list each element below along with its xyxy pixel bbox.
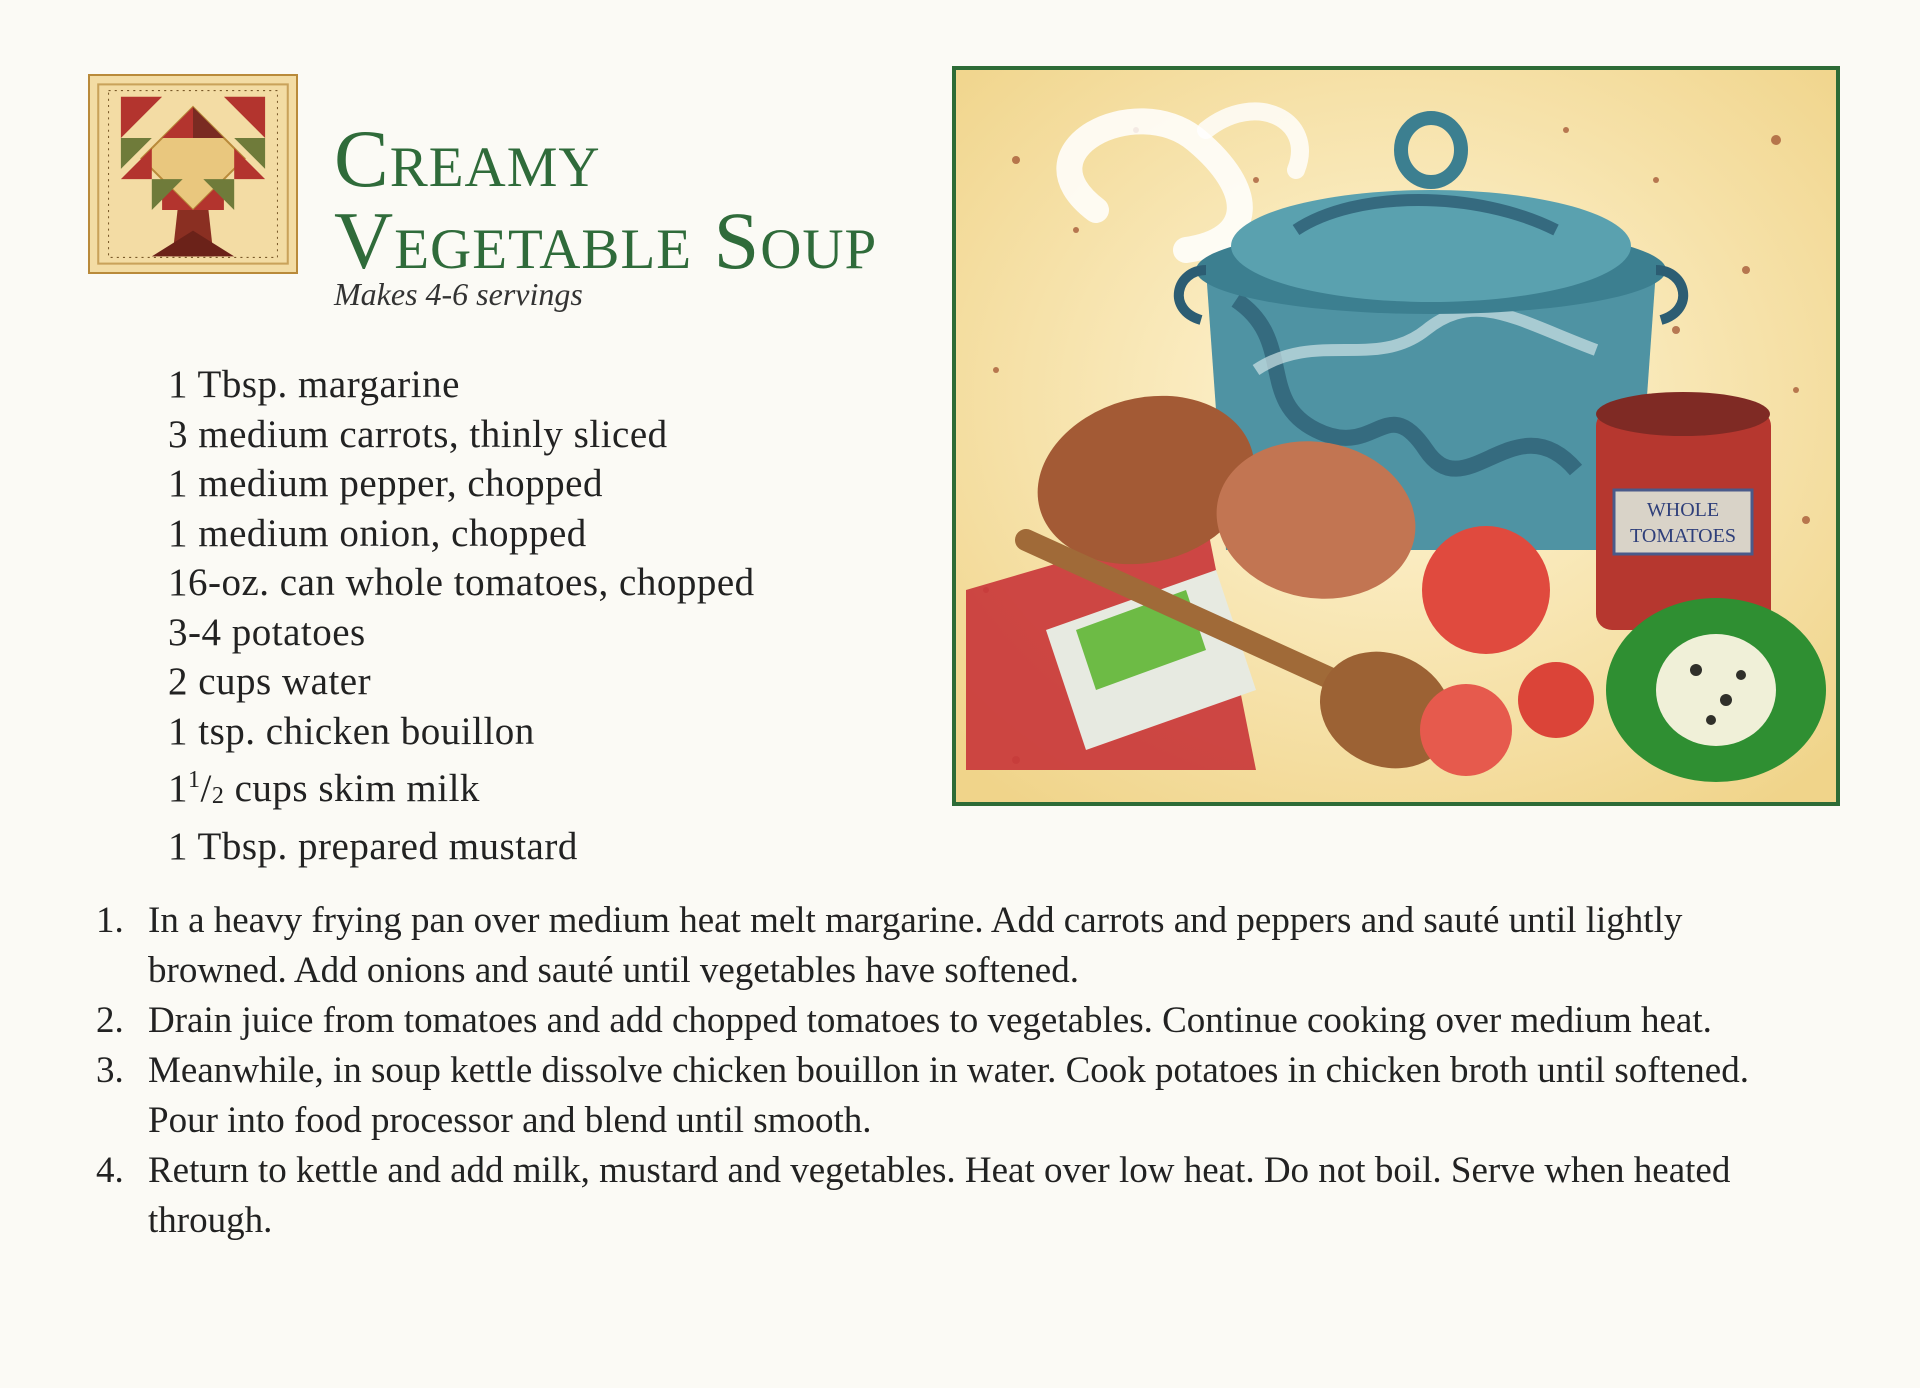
ingredient-item: 1 tsp. chicken bouillon (168, 709, 535, 753)
step-number: 1. (96, 900, 124, 941)
step-number: 2. (96, 1000, 124, 1041)
direction-list (96, 896, 1816, 1246)
step-text: In a heavy frying pan over medium heat melt margarine. Add carrots and peppers and sauté until lightly browned. Add onions and sauté until vegetables have softened. (148, 900, 1683, 991)
step-text: Drain juice from tomatoes and add chopped tomatoes to vegetables. Continue cooking over medium heat. (148, 1000, 1712, 1041)
milk-numerator: 1 (188, 767, 201, 793)
step-number: 3. (96, 1050, 124, 1091)
servings-text: Makes 4-6 servings (334, 276, 583, 312)
ingredient-item: 1 Tbsp. margarine (168, 363, 460, 406)
step-number: 4. (96, 1150, 124, 1191)
title-line-2: Vegetable Soup (334, 195, 878, 286)
ingredient-item: 3-4 potatoes (168, 610, 366, 654)
step-text: Return to kettle and add milk, mustard and vegetables. Heat over low heat. Do not boil. Serve when heated through. (148, 1150, 1731, 1241)
milk-denominator: 2 (211, 783, 225, 809)
direction-step (96, 896, 1816, 996)
direction-step (96, 1046, 1816, 1146)
ingredient-item: 2 cups water (168, 660, 372, 703)
milk-rest: cups skim milk (224, 767, 480, 810)
step-text: Meanwhile, in soup kettle dissolve chicken bouillon in water. Cook potatoes in chicken broth until softened. Pour into food processor and blend until smooth. (148, 1050, 1749, 1141)
title-line-1: Creamy (334, 113, 601, 204)
ingredient-item: 3 medium carrots, thinly sliced (168, 412, 668, 456)
can-label-line-1: WHOLE (1646, 499, 1720, 521)
can-label-line-2: TOMATOES (1630, 525, 1736, 547)
soup-illustration (952, 66, 1840, 806)
ingredient-item: 16-oz. can whole tomatoes, chopped (168, 561, 755, 604)
direction-step (96, 996, 1816, 1046)
quilt-block-emblem (88, 74, 298, 274)
quilt-tree-icon (90, 76, 296, 272)
recipe-title (334, 113, 878, 286)
ingredient-item: 1 medium pepper, chopped (168, 462, 603, 505)
ingredient-item-milk: $1^1/_2$ cups skim milk (168, 767, 480, 810)
ingredient-item: 1 Tbsp. prepared mustard (168, 824, 578, 868)
ingredient-item: 1 medium onion, chopped (168, 511, 587, 555)
direction-step (96, 1146, 1816, 1246)
soup-pot-illustration (956, 70, 1836, 802)
ingredient-list (168, 360, 755, 871)
milk-whole: 1 (168, 767, 188, 810)
